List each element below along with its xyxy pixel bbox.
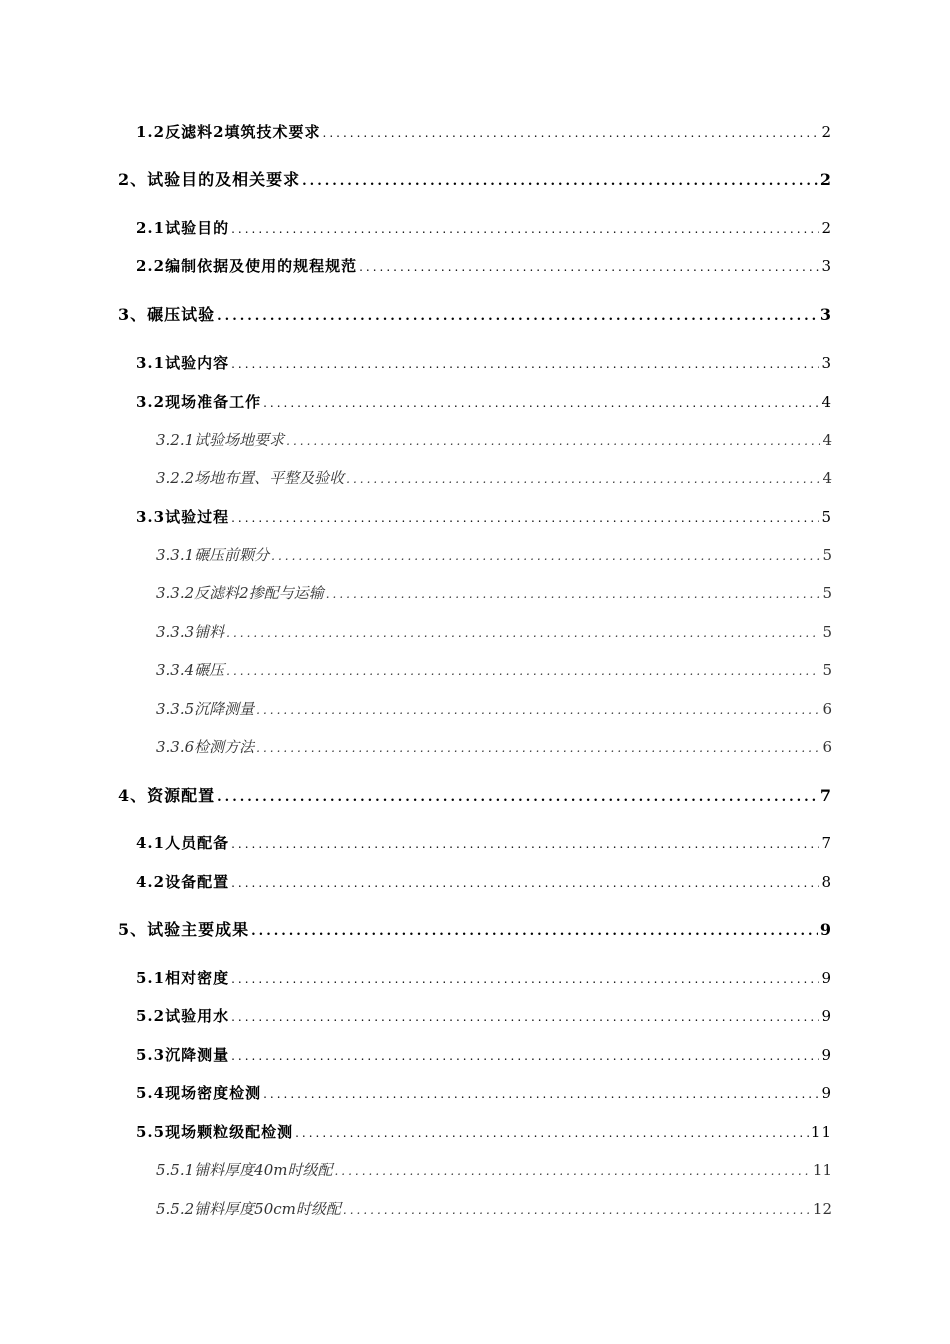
toc-entry[interactable]	[156, 1158, 832, 1182]
toc-entry-label: 5.2试验用水	[136, 1007, 230, 1025]
toc-entry[interactable]	[136, 1004, 832, 1028]
dot-leader	[263, 391, 819, 415]
toc-entry[interactable]	[136, 966, 832, 990]
dot-leader	[231, 506, 819, 530]
toc-entry-label: 4、资源配置	[118, 786, 216, 805]
toc-entry-page: 6	[822, 738, 832, 756]
dot-leader	[226, 659, 820, 683]
toc-entry-label: 5.5现场颗粒级配检测	[136, 1123, 294, 1141]
toc-entry-label: 5.1相对密度	[136, 969, 230, 987]
dot-leader	[263, 1082, 819, 1106]
toc-entry-label: 2.2编制依据及使用的规程规范	[136, 257, 358, 275]
toc-entry-label: 5、试验主要成果	[118, 920, 250, 939]
toc-entry[interactable]	[136, 120, 832, 144]
toc-entry-page: 4	[822, 469, 832, 487]
dot-leader	[251, 920, 818, 944]
toc-entry-page: 5	[822, 623, 832, 641]
toc-entry-page: 5	[822, 546, 832, 564]
toc-entry-label: 3.3.1碾压前颗分	[156, 546, 270, 564]
toc-entry-label: 3.3.4碾压	[156, 661, 225, 679]
toc-entry-page: 9	[821, 1007, 832, 1025]
toc-entry[interactable]	[136, 390, 832, 414]
dot-leader	[326, 582, 821, 606]
toc-entry-label: 3.2现场准备工作	[136, 393, 262, 411]
toc-entry-page: 2	[821, 219, 832, 237]
toc-entry-label: 5.4现场密度检测	[136, 1084, 262, 1102]
dot-leader	[256, 698, 820, 722]
toc-entry[interactable]	[156, 428, 832, 452]
toc-entry[interactable]	[136, 1081, 832, 1105]
dot-leader	[256, 736, 820, 760]
dot-leader	[271, 544, 820, 568]
toc-entry[interactable]	[156, 620, 832, 644]
toc-entry[interactable]	[156, 581, 832, 605]
toc-entry-page: 5	[821, 508, 832, 526]
toc-entry-page: 11	[810, 1123, 832, 1141]
dot-leader	[334, 1159, 810, 1183]
toc-entry[interactable]	[156, 658, 832, 682]
toc-entry-label: 5.5.1铺料厚度40m时级配	[156, 1161, 333, 1179]
dot-leader	[217, 786, 818, 810]
dot-leader	[231, 1005, 819, 1029]
toc-entry-page: 9	[821, 1084, 832, 1102]
toc-entry[interactable]	[136, 1120, 832, 1144]
toc-entry-label: 3.2.2场地布置、平整及验收	[156, 469, 345, 487]
dot-leader	[217, 305, 818, 329]
toc-entry-label: 3.3试验过程	[136, 508, 230, 526]
toc-entry-page: 5	[822, 661, 832, 679]
toc-entry-page: 7	[821, 834, 832, 852]
toc-entry-page: 6	[822, 700, 832, 718]
toc-entry[interactable]	[136, 1043, 832, 1067]
toc-entry[interactable]	[136, 351, 832, 375]
toc-entry[interactable]	[118, 918, 832, 942]
toc-entry[interactable]	[156, 466, 832, 490]
toc-entry[interactable]	[156, 735, 832, 759]
toc-entry[interactable]	[156, 543, 832, 567]
toc-entry[interactable]	[118, 303, 832, 327]
toc-entry[interactable]	[136, 216, 832, 240]
toc-entry-label: 3.3.6检测方法	[156, 738, 255, 756]
dot-leader	[295, 1121, 809, 1145]
toc-entry[interactable]	[136, 870, 832, 894]
dot-leader	[346, 467, 820, 491]
dot-leader	[286, 429, 820, 453]
toc-entry[interactable]	[136, 505, 832, 529]
dot-leader	[231, 1044, 819, 1068]
toc-entry[interactable]	[118, 784, 832, 808]
toc-entry-page: 2	[819, 170, 832, 189]
toc-entry-page: 8	[821, 873, 832, 891]
toc-entry-label: 5.5.2铺料厚度50cm时级配	[156, 1200, 341, 1218]
toc-entry-label: 3.3.2反滤料2掺配与运输	[156, 584, 324, 602]
dot-leader	[226, 621, 820, 645]
toc-entry-label: 5.3沉降测量	[136, 1046, 230, 1064]
dot-leader	[231, 217, 819, 241]
toc-entry-page: 9	[819, 920, 832, 939]
dot-leader	[231, 352, 819, 376]
toc-entry[interactable]	[136, 831, 832, 855]
toc-entry-label: 4.1人员配备	[136, 834, 230, 852]
toc-entry-label: 1.2反滤料2填筑技术要求	[136, 123, 321, 141]
toc-entry-label: 3、碾压试验	[118, 305, 216, 324]
toc-entry-page: 4	[821, 393, 832, 411]
toc-entry-page: 9	[821, 969, 832, 987]
toc-entry-page: 9	[821, 1046, 832, 1064]
toc-entry-page: 11	[812, 1161, 832, 1179]
dot-leader	[323, 121, 820, 145]
toc-entry[interactable]	[118, 168, 832, 192]
toc-entry[interactable]	[156, 1197, 832, 1221]
toc-entry-page: 2	[821, 123, 832, 141]
toc-entry-label: 2.1试验目的	[136, 219, 230, 237]
dot-leader	[302, 170, 818, 194]
toc-entry-label: 4.2设备配置	[136, 873, 230, 891]
dot-leader	[343, 1198, 811, 1222]
dot-leader	[231, 832, 819, 856]
toc-entry-label: 3.3.5沉降测量	[156, 700, 255, 718]
toc-entry-page: 3	[821, 257, 832, 275]
toc-entry-page: 4	[822, 431, 832, 449]
dot-leader	[231, 871, 819, 895]
dot-leader	[359, 255, 819, 279]
dot-leader	[231, 967, 819, 991]
toc-entry[interactable]	[136, 254, 832, 278]
toc-entry-label: 2、试验目的及相关要求	[118, 170, 301, 189]
toc-entry-page: 12	[812, 1200, 832, 1218]
toc-entry-page: 3	[819, 305, 832, 324]
toc-entry-page: 3	[821, 354, 832, 372]
toc-entry-page: 7	[819, 786, 832, 805]
toc-entry-label: 3.3.3铺料	[156, 623, 225, 641]
toc-entry-page: 5	[822, 584, 832, 602]
toc-entry[interactable]	[156, 697, 832, 721]
toc-entry-label: 3.2.1试验场地要求	[156, 431, 285, 449]
toc-entry-label: 3.1试验内容	[136, 354, 230, 372]
